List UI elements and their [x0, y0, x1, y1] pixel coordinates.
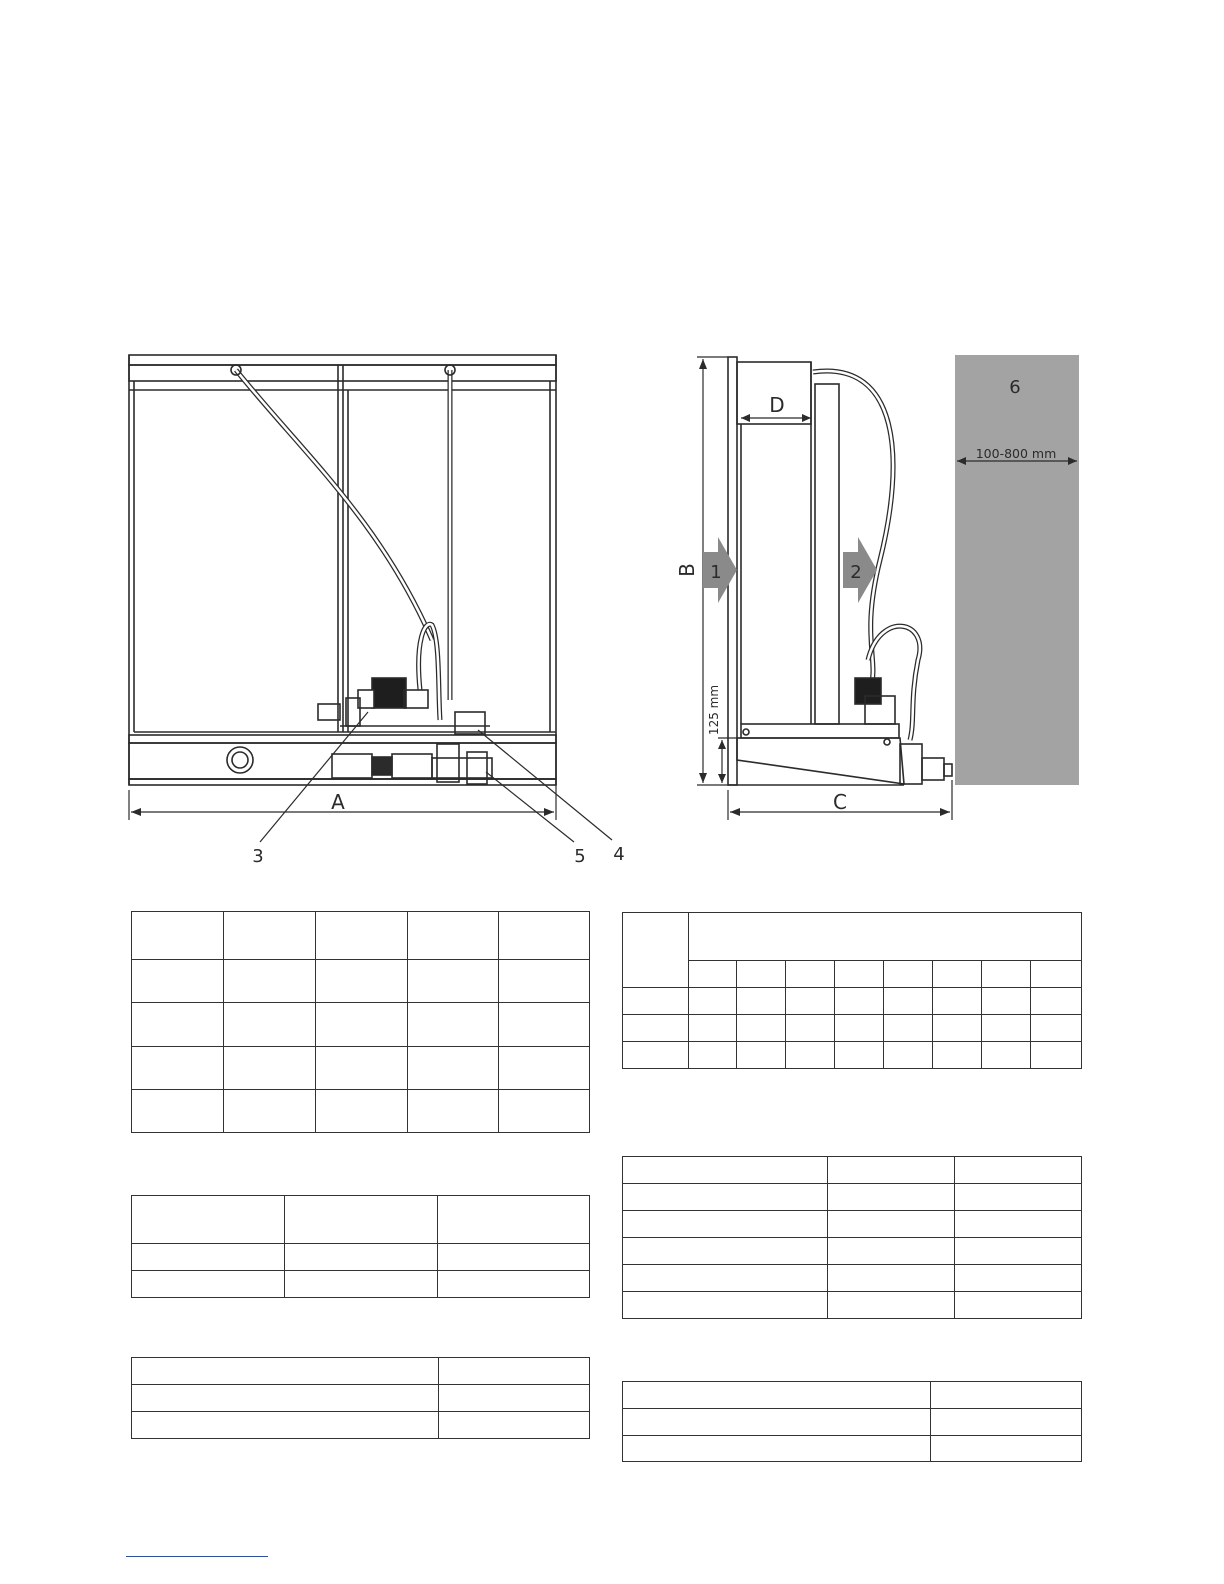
table-2-cell — [737, 1042, 786, 1069]
table-1-cell — [224, 1046, 316, 1089]
table-2-cell — [884, 961, 933, 988]
table-4-cell — [828, 1292, 955, 1319]
table-1-cell — [408, 960, 499, 1003]
table-4-cell — [828, 1184, 955, 1211]
table-3-cell — [285, 1244, 438, 1271]
table-1-cell — [224, 960, 316, 1003]
callout-3: 3 — [252, 846, 264, 867]
table-2-cell — [835, 988, 884, 1015]
table-5-row — [132, 1385, 590, 1412]
table-6-cell — [931, 1436, 1082, 1462]
table-2-cell — [1031, 1042, 1082, 1069]
table-2-cell — [835, 1042, 884, 1069]
table-1-row — [132, 912, 590, 960]
table-2-cell — [982, 988, 1031, 1015]
table-1-row — [132, 1089, 590, 1132]
table-1-cell — [499, 912, 590, 960]
table-4 — [622, 1156, 1082, 1319]
table-4-row — [623, 1265, 1082, 1292]
table-2-cell — [786, 1042, 835, 1069]
table-2-cell — [835, 1015, 884, 1042]
table-4-cell — [623, 1292, 828, 1319]
table-2-cell — [884, 1015, 933, 1042]
table-1-cell — [316, 1046, 408, 1089]
table-1-cell — [132, 912, 224, 960]
table-2-cell — [623, 988, 689, 1015]
table-2-cell — [623, 1042, 689, 1069]
table-2-cell — [737, 1015, 786, 1042]
table-1-row — [132, 1046, 590, 1089]
table-3-cell — [132, 1244, 285, 1271]
table-1 — [131, 911, 590, 1133]
table-2-cell — [786, 961, 835, 988]
table-1-cell — [132, 1089, 224, 1132]
table-6-cell — [931, 1409, 1082, 1436]
table-6-cell — [623, 1409, 931, 1436]
table-1-cell — [408, 1046, 499, 1089]
table-1-row — [132, 1003, 590, 1046]
clearance-zone-label: 6 — [1009, 377, 1021, 398]
table-4-cell — [828, 1211, 955, 1238]
table-1-cell — [499, 1046, 590, 1089]
table-5-cell — [439, 1412, 590, 1439]
table-1-cell — [408, 1089, 499, 1132]
table-2-header-row — [623, 913, 1082, 961]
table-6 — [622, 1381, 1082, 1462]
dimension-b-label: B — [675, 563, 699, 577]
table-2-cell — [1031, 1015, 1082, 1042]
table-6-cell — [623, 1382, 931, 1409]
airflow-1-label: 1 — [710, 562, 722, 583]
table-2-cell — [689, 961, 737, 988]
table-3-cell — [285, 1196, 438, 1244]
table-3-row — [132, 1271, 590, 1298]
base-height-label: 125 mm — [707, 684, 721, 736]
table-5-cell — [439, 1358, 590, 1385]
table-4-cell — [623, 1184, 828, 1211]
table-2-cell — [982, 1042, 1031, 1069]
table-6-row — [623, 1409, 1082, 1436]
table-4-cell — [955, 1292, 1082, 1319]
table-2-cell — [933, 1042, 982, 1069]
table-1-cell — [132, 960, 224, 1003]
table-4-cell — [828, 1157, 955, 1184]
table-2-cell — [933, 1015, 982, 1042]
table-2-cell — [737, 988, 786, 1015]
table-2-cell — [933, 961, 982, 988]
table-5-cell — [132, 1385, 439, 1412]
table-4-cell — [955, 1238, 1082, 1265]
table-1-cell — [316, 1089, 408, 1132]
table-5-row — [132, 1358, 590, 1385]
table-2-cell — [884, 1042, 933, 1069]
table-1-cell — [224, 912, 316, 960]
footer-link-underline[interactable] — [126, 1556, 268, 1557]
table-2-subheader-row — [623, 961, 1082, 988]
table-2-row — [623, 1015, 1082, 1042]
table-2-cell — [689, 1042, 737, 1069]
table-2-cell — [982, 961, 1031, 988]
table-2-cell — [982, 1015, 1031, 1042]
table-4-cell — [955, 1184, 1082, 1211]
table-4-cell — [955, 1265, 1082, 1292]
table-5-row — [132, 1412, 590, 1439]
table-3-cell — [438, 1196, 590, 1244]
table-4-cell — [623, 1265, 828, 1292]
table-4-cell — [623, 1238, 828, 1265]
table-3-row — [132, 1244, 590, 1271]
table-4-row — [623, 1292, 1082, 1319]
table-3 — [131, 1195, 590, 1298]
table-1-cell — [408, 1003, 499, 1046]
table-2 — [622, 912, 1082, 1069]
table-4-row — [623, 1184, 1082, 1211]
table-2-cell — [1031, 961, 1082, 988]
table-1-cell — [224, 1003, 316, 1046]
table-1-cell — [316, 1003, 408, 1046]
dimension-c-label: C — [833, 790, 847, 814]
table-1-cell — [499, 1003, 590, 1046]
callout-5: 5 — [574, 846, 586, 867]
table-4-cell — [623, 1211, 828, 1238]
table-1-row — [132, 960, 590, 1003]
table-2-cell — [689, 1015, 737, 1042]
table-2-cell — [623, 913, 689, 988]
table-2-cell — [623, 1015, 689, 1042]
table-5-cell — [439, 1385, 590, 1412]
table-4-cell — [828, 1265, 955, 1292]
table-3-cell — [438, 1244, 590, 1271]
table-2-cell — [737, 961, 786, 988]
clearance-zone — [955, 355, 1079, 785]
table-2-cell — [689, 913, 1082, 961]
table-4-cell — [955, 1211, 1082, 1238]
table-5-cell — [132, 1412, 439, 1439]
table-3-cell — [438, 1271, 590, 1298]
dimension-d-label: D — [769, 393, 785, 417]
table-4-cell — [955, 1157, 1082, 1184]
side-view — [697, 357, 952, 820]
front-view — [129, 355, 612, 842]
table-2-cell — [884, 988, 933, 1015]
table-2-row — [623, 1042, 1082, 1069]
table-3-cell — [285, 1271, 438, 1298]
table-5 — [131, 1357, 590, 1439]
table-6-cell — [931, 1382, 1082, 1409]
table-2-cell — [1031, 988, 1082, 1015]
table-3-cell — [132, 1196, 285, 1244]
table-4-row — [623, 1157, 1082, 1184]
table-2-cell — [933, 988, 982, 1015]
table-1-cell — [132, 1046, 224, 1089]
table-5-cell — [132, 1358, 439, 1385]
clearance-range-label: 100-800 mm — [975, 446, 1057, 461]
table-2-cell — [689, 988, 737, 1015]
callout-4: 4 — [613, 844, 625, 865]
table-4-row — [623, 1211, 1082, 1238]
table-3-row — [132, 1196, 590, 1244]
table-1-cell — [499, 960, 590, 1003]
table-1-cell — [316, 912, 408, 960]
table-6-row — [623, 1436, 1082, 1462]
table-1-cell — [316, 960, 408, 1003]
table-3-cell — [132, 1271, 285, 1298]
table-2-row — [623, 988, 1082, 1015]
airflow-2-label: 2 — [850, 562, 862, 583]
table-4-row — [623, 1238, 1082, 1265]
table-2-cell — [786, 988, 835, 1015]
table-6-cell — [623, 1436, 931, 1462]
table-1-cell — [499, 1089, 590, 1132]
table-4-cell — [623, 1157, 828, 1184]
table-1-cell — [224, 1089, 316, 1132]
table-1-cell — [132, 1003, 224, 1046]
table-6-row — [623, 1382, 1082, 1409]
table-2-cell — [835, 961, 884, 988]
table-2-cell — [786, 1015, 835, 1042]
dimension-a-label: A — [331, 790, 345, 814]
table-4-cell — [828, 1238, 955, 1265]
table-1-cell — [408, 912, 499, 960]
